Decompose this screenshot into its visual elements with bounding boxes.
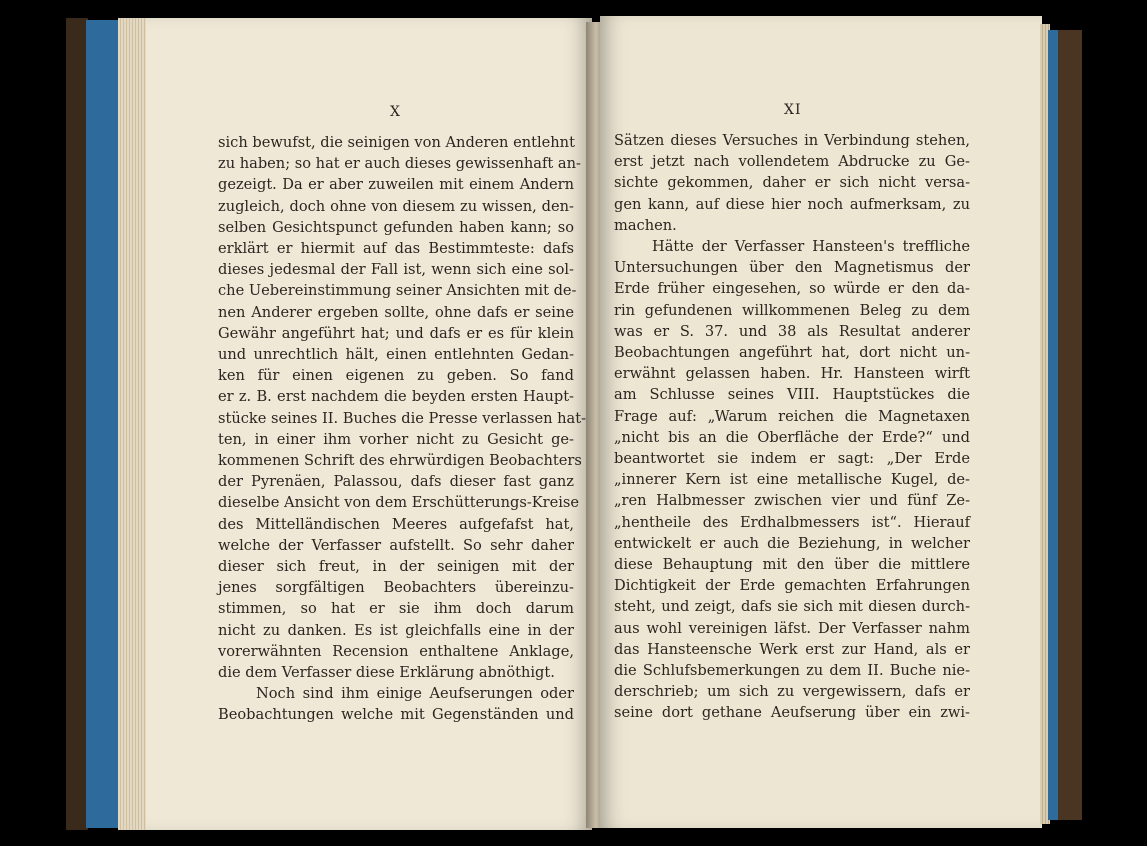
text-line: dieser sich freut, in der seinigen mit der [218, 558, 574, 576]
text-line: ken für einen eigenen zu geben. So fand [218, 367, 574, 385]
page-edges-left [118, 18, 148, 830]
text-line: die Schlufsbemerkungen zu dem II. Buche nie- [614, 662, 970, 680]
text-line: vorerwähnten Recension enthaltene Anklage, [218, 642, 574, 660]
text-line: „nicht bis an die Oberfläche der Erde?“ und [614, 428, 970, 446]
left-page [146, 18, 592, 830]
text-line: Beobachtungen angeführt hat, dort nicht un- [614, 344, 970, 362]
text-line: dieses jedesmal der Fall ist, wenn sich eine sol- [218, 261, 574, 279]
text-line: „innerer Kern ist eine metallische Kugel, de- [614, 471, 970, 489]
text-line: Noch sind ihm einige Aeufserungen oder [256, 685, 574, 703]
text-line: kommenen Schrift des ehrwürdigen Beobachters [218, 452, 582, 470]
text-line: zu haben; so hat er auch dieses gewissenhaft an- [218, 155, 581, 173]
text-line: selben Gesichtspunct gefunden haben kann; so [218, 218, 574, 236]
text-line: nen Anderer ergeben sollte, ohne dafs er seine [218, 303, 574, 321]
text-line: Untersuchungen über den Magnetismus der [614, 259, 970, 277]
text-line: stücke seines II. Buches die Presse verlassen hat- [218, 409, 587, 427]
text-line: „ren Halbmesser zwischen vier und fünf Ze- [614, 492, 970, 510]
text-line: „hentheile des Erdhalbmessers ist“. Hierauf [614, 513, 970, 531]
text-line: die dem Verfasser diese Erklärung abnöthigt. [218, 664, 555, 682]
text-line: jenes sorgfältigen Beobachters übereinzu- [218, 579, 574, 597]
text-line: gen kann, auf diese hier noch aufmerksam, zu [614, 195, 970, 213]
text-line: Frage auf: „Warum reichen die Magnetaxen [614, 407, 970, 425]
text-line: sich bewufst, die seinigen von Anderen entlehnt [218, 134, 575, 151]
text-line: der Pyrenäen, Palassou, dafs dieser fast ganz [218, 473, 574, 491]
text-line: zugleich, doch ohne von diesem zu wissen, den- [218, 197, 574, 215]
text-line: derschrieb; um sich zu vergewissern, dafs er [614, 683, 970, 701]
text-line: Dichtigkeit der Erde gemachten Erfahrungen [614, 577, 970, 595]
right-page-text [614, 130, 970, 724]
text-line: Beobachtungen welche mit Gegenständen und [218, 706, 574, 724]
text-line: seine dort gethane Aeufserung über ein zwi- [614, 704, 970, 722]
text-line: stimmen, so hat er sie ihm doch darum [218, 600, 574, 618]
text-line: Hätte der Verfasser Hansteen's treffliche [652, 238, 970, 256]
text-line: welche der Verfasser aufstellt. So sehr daher [218, 536, 574, 554]
text-line: sichte gekommen, daher er sich nicht versa- [614, 174, 970, 192]
text-line: beantwortet sie indem er sagt: „Der Erde [614, 450, 970, 468]
text-line: Sätzen dieses Versuches in Verbindung stehen, [614, 132, 970, 149]
text-line: gezeigt. Da er aber zuweilen mit einem Andern [218, 176, 574, 194]
book-cover-left [86, 20, 122, 828]
text-line: erst jetzt nach vollendetem Abdrucke zu Ge- [614, 153, 970, 171]
text-line: erwähnt gelassen haben. Hr. Hansteen wirft [614, 365, 970, 383]
text-line: ten, in einer ihm vorher nicht zu Gesicht ge- [218, 430, 574, 448]
text-line: rin gefundenen willkommenen Beleg zu dem [614, 301, 970, 319]
left-page-text [218, 132, 587, 726]
text-line: das Hansteensche Werk erst zur Hand, als er [614, 640, 970, 658]
book-spine-right [1058, 30, 1082, 820]
text-line: dieselbe Ansicht von dem Erschütterungs-Kreise [218, 494, 580, 512]
text-line: er z. B. erst nachdem die beyden ersten Haupt- [218, 388, 574, 406]
page-number-left: X [390, 104, 401, 120]
book-spine-left [66, 18, 88, 830]
text-line: machen. [614, 216, 677, 234]
text-line: was er S. 37. und 38 als Resultat anderer [614, 322, 970, 340]
right-page [600, 16, 1042, 828]
text-line: aus wohl vereinigen läfst. Der Verfasser nahm [614, 619, 970, 637]
text-line: che Uebereinstimmung seiner Ansichten mit de- [218, 282, 577, 300]
text-line: Gewähr angeführt hat; und dafs er es für klein [218, 324, 574, 342]
text-line: erklärt er hiermit auf das Bestimmteste: dafs [218, 240, 574, 258]
text-line: diese Behauptung mit den über die mittlere [614, 556, 970, 574]
text-line: und unrechtlich hält, einen entlehnten Gedan- [218, 346, 574, 364]
text-line: nicht zu danken. Es ist gleichfalls eine in der [218, 621, 574, 639]
text-line: am Schlusse seines VIII. Hauptstückes die [614, 386, 970, 404]
text-line: Erde früher eingesehen, so würde er den da- [614, 280, 970, 298]
page-number-right: XI [784, 102, 802, 118]
text-line: des Mittelländischen Meeres aufgefafst hat, [218, 515, 574, 533]
text-line: steht, und zeigt, dafs sie sich mit diesen durch- [614, 598, 970, 616]
text-line: entwickelt er auch die Beziehung, in welcher [614, 534, 970, 552]
